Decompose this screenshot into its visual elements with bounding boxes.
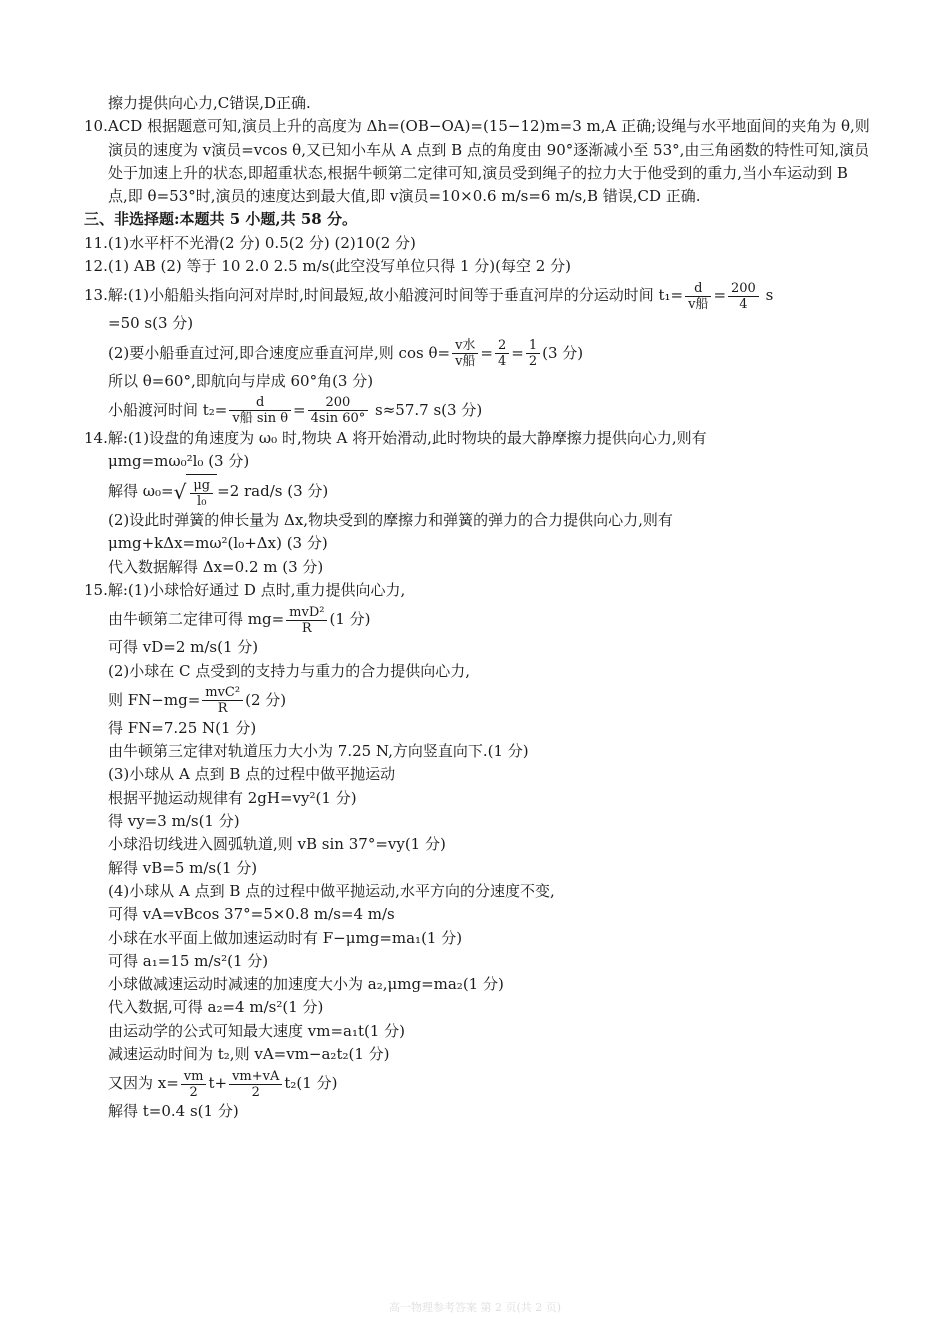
answer-14-line: 14.解:(1)设盘的角速度为 ω₀ 时,物块 A 将开始滑动,此时物块的最大静摩擦力提供向心力,则有 xyxy=(84,428,707,447)
denominator: v船 sin θ xyxy=(232,411,289,427)
text-line: 小球沿切线进入圆弧轨道,则 vB sin 37°=vy(1 分) xyxy=(108,835,446,854)
answer-13-line xyxy=(84,278,870,312)
text: 则 FN−mg= xyxy=(108,690,201,709)
text: = xyxy=(480,343,493,362)
text-line: 代入数据解得 Δx=0.2 m (3 分) xyxy=(108,557,324,576)
section-heading: 三、非选择题:本题共 5 小题,共 58 分。 xyxy=(84,210,357,229)
denominator: R xyxy=(217,701,228,717)
answer-15-line xyxy=(84,602,870,636)
text-line: 可得 vD=2 m/s(1 分) xyxy=(108,638,259,657)
text: (3 分) xyxy=(542,343,584,362)
denominator: 4 xyxy=(739,296,748,312)
text-line: 解得 vB=5 m/s(1 分) xyxy=(108,858,258,877)
text-line: (2)小球在 C 点受到的支持力与重力的合力提供向心力, xyxy=(108,661,471,680)
text-line: μmg=mω₀²l₀ (3 分) xyxy=(108,452,250,471)
text: 13.解:(1)小船船头指向河对岸时,时间最短,故小船渡河时间等于垂直河岸的分运动时间 t₁= xyxy=(84,286,684,305)
denominator: R xyxy=(301,620,312,636)
text: 又因为 x= xyxy=(108,1074,179,1093)
text-line: 可得 vA=vBcos 37°=5×0.8 m/s=4 m/s xyxy=(108,905,395,924)
numerator: μg xyxy=(190,478,213,494)
radicand xyxy=(186,474,217,509)
answer-14-line xyxy=(84,474,870,510)
text: 解得 ω₀= xyxy=(108,481,174,500)
text-line: 得 FN=7.25 N(1 分) xyxy=(108,718,257,737)
text: s≈57.7 s(3 分) xyxy=(370,400,483,419)
fraction xyxy=(308,395,369,426)
fraction xyxy=(190,478,213,509)
text-line: 可得 a₁=15 m/s²(1 分) xyxy=(108,951,269,970)
numerator: 200 xyxy=(728,281,759,297)
text: s xyxy=(760,286,774,305)
text: (2)要小船垂直过河,即合速度应垂直河岸,则 cos θ= xyxy=(108,343,451,362)
answer-10 xyxy=(84,115,870,208)
numerator: v水 xyxy=(452,338,478,354)
numerator: 200 xyxy=(308,395,369,411)
fraction xyxy=(526,338,540,369)
numerator: d xyxy=(685,281,711,297)
text: =2 rad/s (3 分) xyxy=(217,481,329,500)
answer-12: 12.(1) AB (2) 等于 10 2.0 2.5 m/s(此空没写单位只得 1 分)(每空 2 分) xyxy=(84,257,571,276)
answer-text: ACD 根据题意可知,演员上升的高度为 Δh=(OB−OA)=(15−12)m=3 m,A 正确;设绳与水平地面间的夹角为 θ,则演员的速度为 v演员=vcos θ,又已知小车从 A 点到 B 点的角度由 90°逐渐减小至 53°,由三角函数的特性可知,演员处于加速上升的状态,即超重状态,根据牛顿第二定律可知,演员受到绳子的拉力大于他受到的重力,当小车运动到 B 点,即 θ=53°时,演员的速度达到最大值,即 v演员=10×0.6 m/s=6 m/s,B 错误,CD 正确. xyxy=(108,117,870,206)
fraction xyxy=(452,338,478,369)
text: (2 分) xyxy=(245,690,287,709)
text-line: 擦力提供向心力,C错误,D正确. xyxy=(108,94,311,112)
text: 小船渡河时间 t₂= xyxy=(108,400,228,419)
denominator: 4 xyxy=(498,354,507,370)
answer-15-line: 15.解:(1)小球恰好通过 D 点时,重力提供向心力, xyxy=(84,580,406,599)
denominator: l₀ xyxy=(197,493,207,509)
text-line: 由运动学的公式可知最大速度 vm=a₁t(1 分) xyxy=(108,1021,406,1040)
question-number: 10. xyxy=(84,117,108,136)
numerator: mvD² xyxy=(286,605,327,621)
denominator: v船 xyxy=(688,296,709,312)
text-line: 所以 θ=60°,即航向与岸成 60°角(3 分) xyxy=(108,371,374,390)
text-line: 减速运动时间为 t₂,则 vA=vm−a₂t₂(1 分) xyxy=(108,1045,390,1063)
fraction xyxy=(181,1069,207,1100)
answer-13-line xyxy=(84,393,870,427)
text: (1 分) xyxy=(329,610,371,629)
denominator: 2 xyxy=(189,1084,198,1100)
text-line: 代入数据,可得 a₂=4 m/s²(1 分) xyxy=(108,998,324,1017)
fraction xyxy=(229,1069,282,1100)
fraction xyxy=(685,281,711,312)
sqrt-sign: √ xyxy=(173,479,187,504)
numerator: vm xyxy=(181,1069,207,1085)
denominator: 4sin 60° xyxy=(310,411,366,427)
fraction xyxy=(229,395,291,426)
text: t+ xyxy=(208,1074,228,1093)
denominator: v船 xyxy=(455,354,476,370)
denominator: 2 xyxy=(251,1084,260,1100)
fraction xyxy=(202,685,243,716)
page-footer: 高一物理参考答案 第 2 页(共 2 页) xyxy=(388,1301,562,1314)
text-line: (2)设此时弹簧的伸长量为 Δx,物块受到的摩擦力和弹簧的弹力的合力提供向心力,则有 xyxy=(108,511,673,530)
answer-11: 11.(1)水平杆不光滑(2 分) 0.5(2 分) (2)10(2 分) xyxy=(84,233,416,252)
numerator: 2 xyxy=(495,338,509,354)
text: t₂(1 分) xyxy=(284,1074,338,1093)
text-line: 由牛顿第三定律对轨道压力大小为 7.25 N,方向竖直向下.(1 分) xyxy=(108,742,529,761)
fraction xyxy=(286,605,327,636)
answer-13-line xyxy=(84,336,870,370)
text-line: 小球在水平面上做加速运动时有 F−μmg=ma₁(1 分) xyxy=(108,928,463,947)
numerator: 1 xyxy=(526,338,540,354)
denominator: 2 xyxy=(528,354,538,370)
text-line: =50 s(3 分) xyxy=(108,314,194,333)
numerator: vm+vA xyxy=(229,1069,282,1085)
text-line: μmg+kΔx=mω²(l₀+Δx) (3 分) xyxy=(108,534,328,553)
text: = xyxy=(713,286,727,305)
text-line: 根据平抛运动规律有 2gH=vy²(1 分) xyxy=(108,788,357,807)
fraction xyxy=(495,338,509,369)
text-line: (4)小球从 A 点到 B 点的过程中做平抛运动,水平方向的分速度不变, xyxy=(108,881,555,900)
text-line: 小球做减速运动时减速的加速度大小为 a₂,μmg=ma₂(1 分) xyxy=(108,975,504,994)
text-line: 得 vy=3 m/s(1 分) xyxy=(108,812,240,831)
text: = xyxy=(293,400,306,419)
text-line: (3)小球从 A 点到 B 点的过程中做平抛运动 xyxy=(108,765,396,784)
fraction xyxy=(728,281,759,312)
text-line: 解得 t=0.4 s(1 分) xyxy=(108,1102,239,1121)
text: = xyxy=(511,343,524,362)
numerator: d xyxy=(229,395,291,411)
answer-15-line xyxy=(84,683,870,717)
answer-15-line xyxy=(84,1066,870,1100)
text: 由牛顿第二定律可得 mg= xyxy=(108,610,285,629)
numerator: mvC² xyxy=(202,685,243,701)
